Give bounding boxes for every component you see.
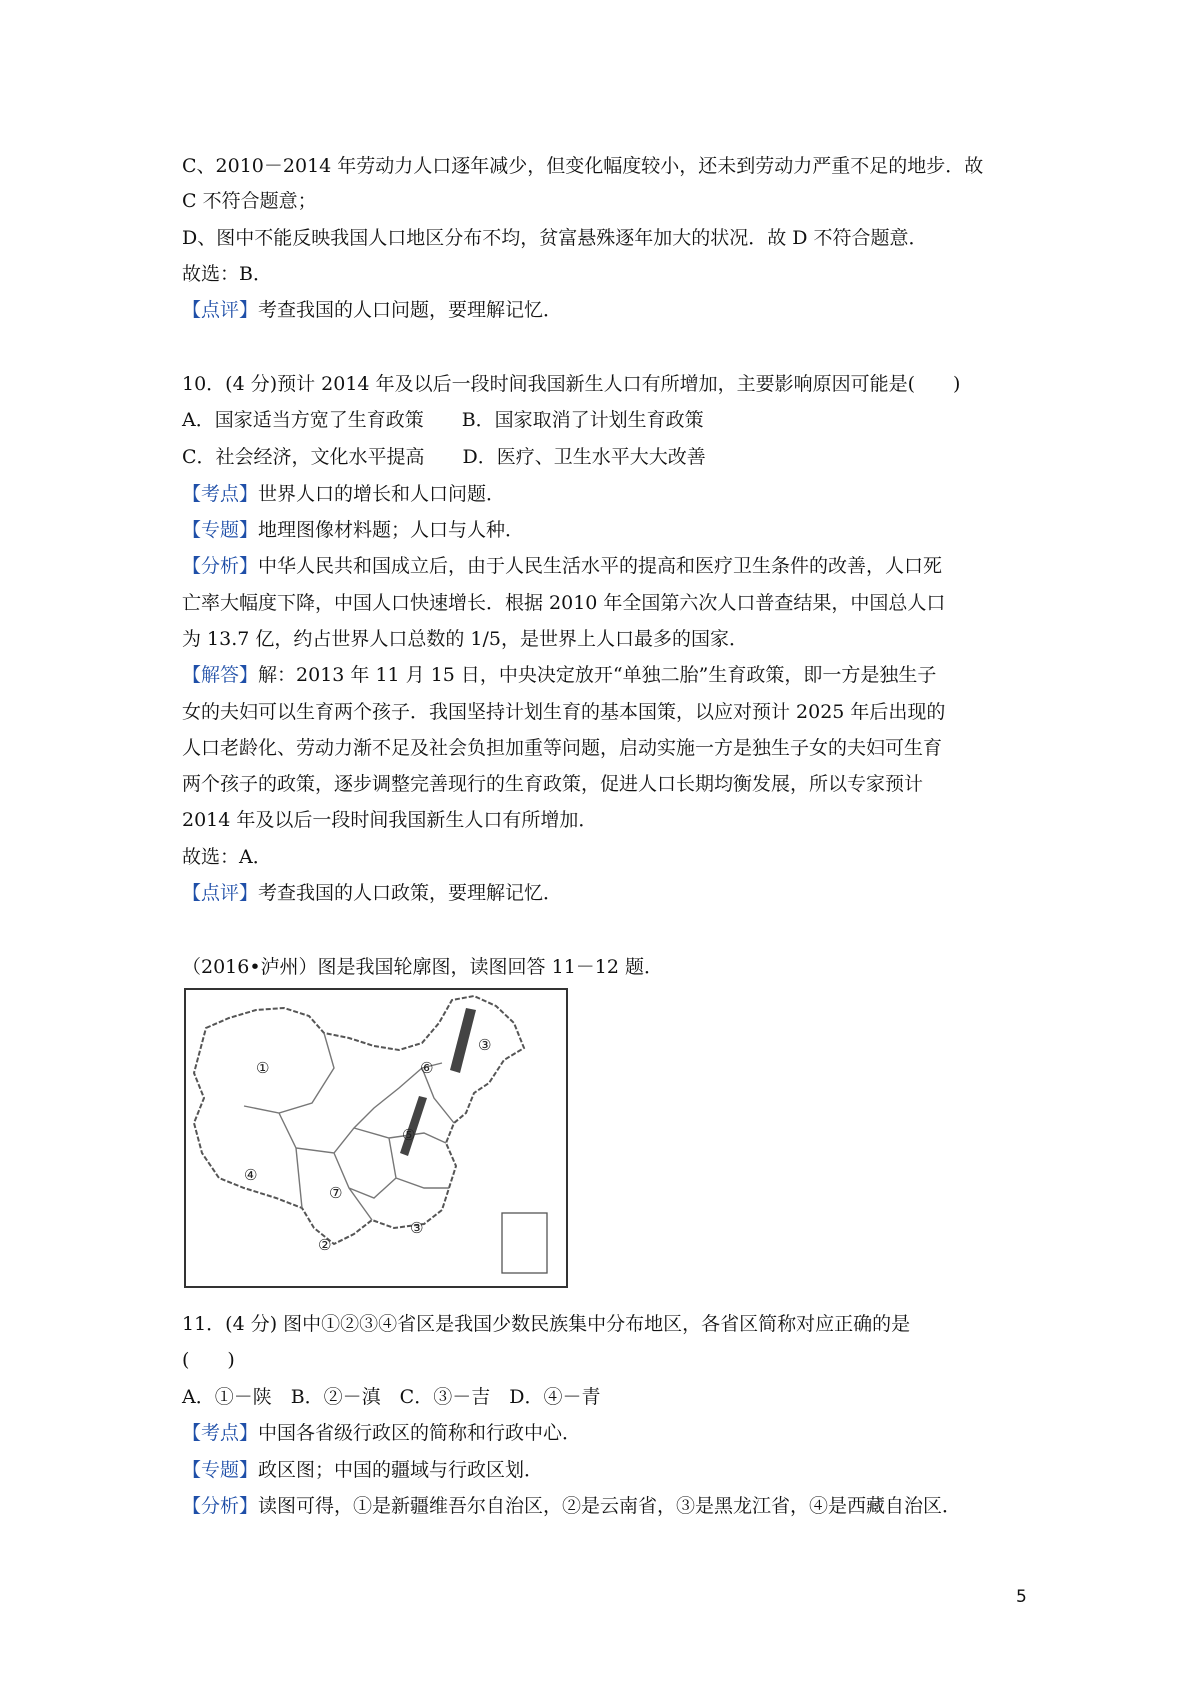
marker-7: ⑦ (329, 1184, 343, 1202)
kaodian-tag: 【考点】 (182, 1422, 259, 1444)
jieda-tag: 【解答】 (182, 664, 259, 686)
kaodian-line (182, 482, 1042, 506)
zhuanti-line (182, 1458, 1042, 1482)
zhuanti-text: 政区图；中国的疆域与行政区划． (258, 1459, 544, 1481)
option-line: A．①－陕 B．②－滇 C．③－吉 D．④－青 (182, 1386, 601, 1408)
zhuanti-tag: 【专题】 (182, 1459, 259, 1481)
question-stem: 10．(4 分)预计 2014 年及以后一段时间我国新生人口有所增加，主要影响原因可能是( ) (182, 373, 961, 395)
text-line: 亡率大幅度下降，中国人口快速增长．根据 2010 年全国第六次人口普查结果，中国总人口 (182, 592, 946, 614)
marker-1: ① (256, 1059, 270, 1077)
question-stem: 11．(4 分) 图中①②③④省区是我国少数民族集中分布地区，各省区简称对应正确的是 (182, 1313, 911, 1335)
zhuanti-tag: 【专题】 (182, 519, 259, 541)
option-line: C．社会经济，文化水平提高 D．医疗、卫生水平大大改善 (182, 446, 706, 468)
zhuanti-text: 地理图像材料题；人口与人种． (258, 519, 525, 541)
text-line: D、图中不能反映我国人口地区分布不均，贫富悬殊逐年加大的状况．故 D 不符合题意． (182, 227, 928, 249)
marker-6: ⑥ (420, 1059, 434, 1077)
text-line: 2014 年及以后一段时间我国新生人口有所增加． (182, 809, 598, 831)
china-outline-map (184, 988, 568, 1288)
text-line: C 不符合题意； (182, 190, 317, 212)
fenxi-tag: 【分析】 (182, 555, 259, 577)
marker-4: ④ (244, 1166, 258, 1184)
section-intro: （2016•泸州）图是我国轮廓图，读图回答 11－12 题． (182, 956, 663, 978)
answer-line: 故选：B． (182, 263, 272, 285)
option-line: A．国家适当方宽了生育政策 B．国家取消了计划生育政策 (182, 409, 704, 431)
fenxi-line (182, 1494, 1042, 1518)
dianping-line (182, 881, 1042, 905)
question-stem-cont: ( ) (182, 1349, 235, 1371)
dianping-text: 考查我国的人口政策，要理解记忆． (258, 882, 563, 904)
fenxi-text: 读图可得，①是新疆维吾尔自治区，②是云南省，③是黑龙江省，④是西藏自治区． (258, 1495, 962, 1517)
text-line: 两个孩子的政策，逐步调整完善现行的生育政策，促进人口长期均衡发展，所以专家预计 (182, 773, 924, 795)
fenxi-tag: 【分析】 (182, 1495, 259, 1517)
text-line: 女的夫妇可以生育两个孩子．我国坚持计划生育的基本国策，以应对预计 2025 年后出现的 (182, 701, 946, 723)
dianping-tag: 【点评】 (182, 882, 259, 904)
kaodian-text: 世界人口的增长和人口问题． (258, 483, 506, 505)
fenxi-text: 中华人民共和国成立后，由于人民生活水平的提高和医疗卫生条件的改善，人口死 (258, 555, 943, 577)
comment-tag: 【点评】 (182, 299, 259, 321)
marker-5: ⑤ (402, 1126, 416, 1144)
comment-text: 考查我国的人口问题，要理解记忆． (258, 299, 563, 321)
answer-line: 故选：A． (182, 846, 272, 868)
marker-3: ③ (410, 1219, 424, 1237)
kaodian-tag: 【考点】 (182, 483, 259, 505)
zhuanti-line (182, 518, 1042, 542)
kaodian-line (182, 1421, 1042, 1445)
marker-3-north: ③ (478, 1036, 492, 1054)
kaodian-text: 中国各省级行政区的简称和行政中心． (258, 1422, 582, 1444)
page-number: 5 (1016, 1587, 1027, 1607)
text-line: 人口老龄化、劳动力渐不足及社会负担加重等问题，启动实施一方是独生子女的夫妇可生育 (182, 737, 943, 759)
comment-line (182, 298, 1042, 322)
text-line: C、2010－2014 年劳动力人口逐年减少，但变化幅度较小，还未到劳动力严重不足的地步．故 (182, 155, 984, 177)
marker-2: ② (318, 1236, 332, 1254)
jieda-line (182, 663, 1042, 687)
map-frame (185, 989, 567, 1287)
text-line: 为 13.7 亿，约占世界人口总数的 1/5，是世界上人口最多的国家． (182, 628, 749, 650)
jieda-text: 解：2013 年 11 月 15 日，中央决定放开“单独二胎”生育政策，即一方是独生子 (258, 664, 937, 686)
fenxi-line (182, 554, 1042, 578)
